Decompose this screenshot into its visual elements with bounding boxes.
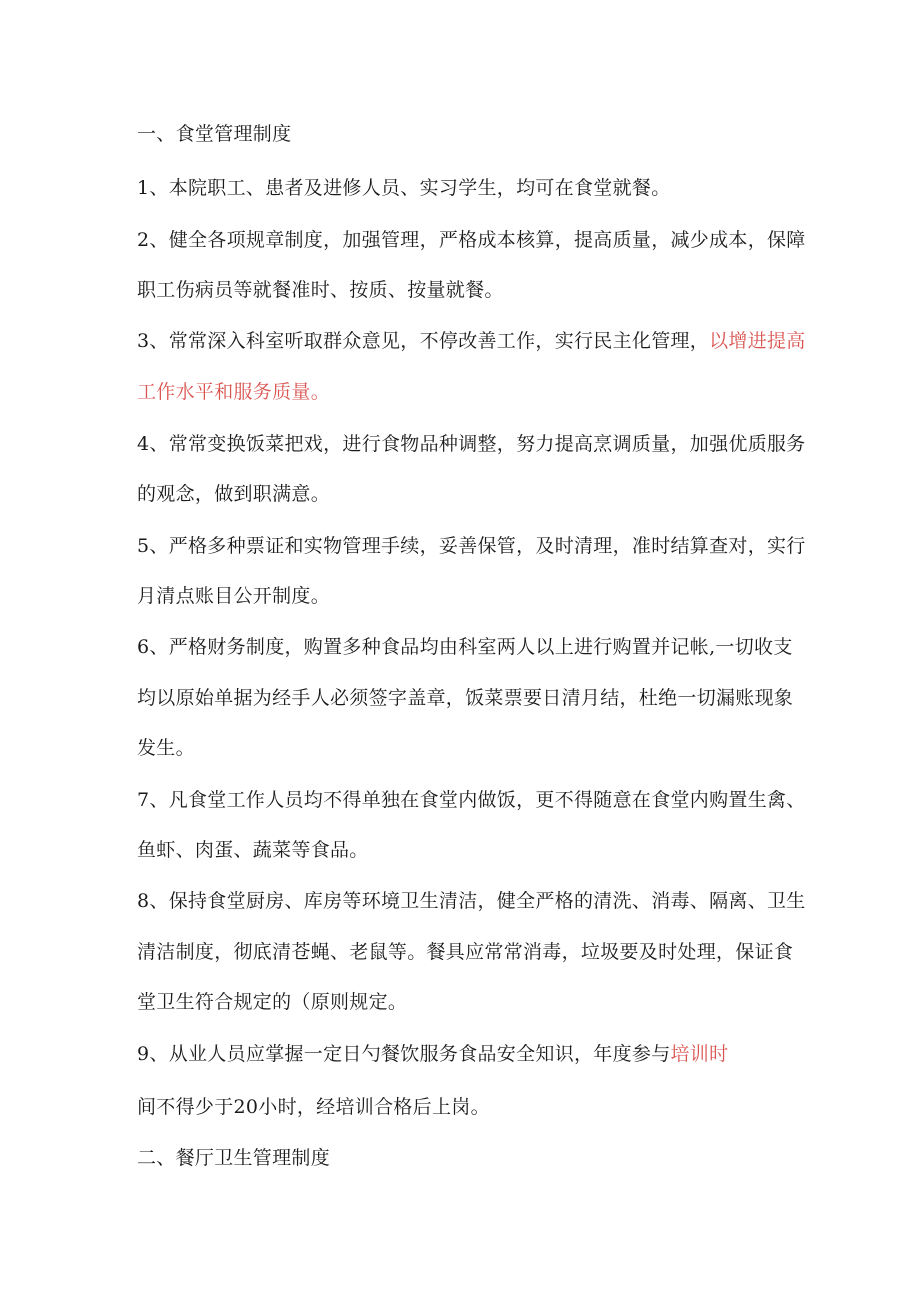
rule-8-line-2: 清洁制度，彻底清苍蝇、老鼠等。餐具应常常消毒，垃圾要及时处理，保证食 [137,941,794,963]
rule-1-line-1: 1、本院职工、患者及进修人员、实习学生，均可在食堂就餐。 [137,177,671,199]
rule-6-line-2: 均以原始单据为经手人必须签字盖章，饭菜票要日清月结，杜绝一切漏账现象 [137,687,794,709]
rule-9-line-2: 间不得少于20小时，经培训合格后上岗。 [137,1096,490,1118]
rule-9-line-1 [137,1042,728,1066]
rule-9-highlight: 培训时 [670,1043,729,1065]
rule-6-line-1: 6、严格财务制度，购置多种食品均由科室两人以上进行购置并记帐,一切收支 [137,636,793,658]
rule-9-text: 9、从业人员应掌握一定日勺餐饮服务食品安全知识，年度参与 [137,1043,671,1065]
rule-2-line-2: 职工伤病员等就餐准时、按质、按量就餐。 [137,279,504,301]
rule-3-line-2: 工作水平和服务质量。 [137,381,331,403]
rule-4-line-1: 4、常常变换饭菜把戏，进行食物品种调整，努力提高烹调质量，加强优质服务 [137,433,806,455]
section-title-canteen: 一、食堂管理制度 [137,123,292,145]
rule-3-line-1 [137,329,806,353]
rule-7-line-1: 7、凡食堂工作人员均不得单独在食堂内做饭，更不得随意在食堂内购置生禽、 [137,789,806,811]
rule-6-line-3: 发生。 [137,737,195,759]
rule-5-line-2: 月清点账目公开制度。 [137,585,331,607]
rule-5-line-1: 5、严格多种票证和实物管理手续，妥善保管，及时清理，准时结算查对，实行 [137,535,806,557]
rule-4-line-2: 的观念，做到职满意。 [137,483,331,505]
rule-2-line-1: 2、健全各项规章制度，加强管理，严格成本核算，提高质量，减少成本，保障 [137,229,806,251]
rule-8-line-1: 8、保持食堂厨房、库房等环境卫生清洁，健全严格的清洗、消毒、隔离、卫生 [137,890,806,912]
rule-3-text: 3、常常深入科室听取群众意见，不停改善工作，实行民主化管理， [137,330,710,352]
section-title-dining-hall: 二、餐厅卫生管理制度 [137,1147,331,1169]
rule-3-highlight: 以增进提高 [709,330,806,352]
rule-7-line-2: 鱼虾、肉蛋、蔬菜等食品。 [137,839,369,861]
rule-8-line-3: 堂卫生符合规定的（原则规定。 [137,991,408,1013]
